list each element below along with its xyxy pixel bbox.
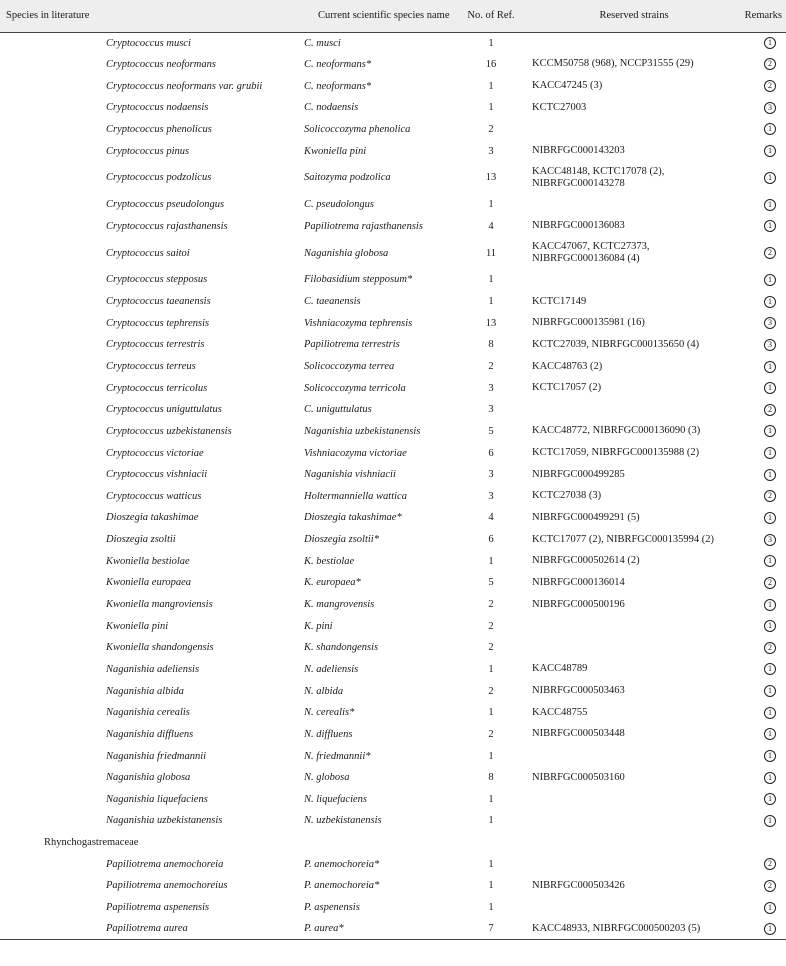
remark-cell <box>742 507 786 529</box>
current-species-name-cell: Dioszegia zsoltii* <box>304 534 379 546</box>
current-species-name-cell: C. neoformans* <box>304 80 372 92</box>
reserved-strains-cell: NIBRFGC000143203 <box>532 145 625 157</box>
current-species-name-cell: N. albida <box>304 685 344 697</box>
header-current-name: Current scientific species name <box>300 0 462 32</box>
remark-cell <box>742 97 786 119</box>
reference-count-cell: 6 <box>488 534 494 546</box>
header-no-of-ref: No. of Ref. <box>462 0 526 32</box>
current-species-name-cell: N. diffluens <box>304 728 353 740</box>
species-in-literature-cell: Cryptococcus podzolicus <box>106 172 212 184</box>
reserved-strains-cell <box>526 897 742 919</box>
species-in-literature-cell: Kwoniella bestiolae <box>106 555 190 567</box>
remark-cell <box>742 637 786 659</box>
table-row <box>0 97 786 119</box>
reference-count-cell: 2 <box>488 728 494 740</box>
reference-count-cell: 13 <box>485 317 497 329</box>
table-row <box>0 550 786 572</box>
reference-count-cell: 7 <box>462 918 526 940</box>
remark-circled-number: 1 <box>764 296 776 308</box>
remark-cell <box>742 897 786 919</box>
remark-circled-number: 1 <box>764 685 776 697</box>
remark-circled-number: 1 <box>764 555 776 567</box>
remark-circled-number: 2 <box>764 858 776 870</box>
reserved-strains-cell: KCTC27038 (3) <box>532 490 602 502</box>
reserved-strains-cell: KACC47245 (3) <box>532 80 603 92</box>
reference-count-cell: 3 <box>488 490 494 502</box>
species-in-literature-cell: Naganishia albida <box>106 685 184 697</box>
species-in-literature-cell: Cryptococcus neoformans <box>106 58 216 70</box>
remark-cell <box>742 659 786 681</box>
table-row <box>0 334 786 356</box>
remark-cell <box>742 680 786 702</box>
reserved-strains-cell: NIBRFGC000503426 <box>532 879 625 891</box>
remark-cell <box>742 442 786 464</box>
remark-circled-number: 1 <box>764 199 776 211</box>
table-row <box>0 918 786 940</box>
remark-cell <box>742 486 786 508</box>
reserved-strains-cell: NIBRFGC000499285 <box>532 468 625 480</box>
reserved-strains-cell: KACC48148, KCTC17078 (2), NIBRFGC000143278 <box>532 165 665 189</box>
species-in-literature-cell: Naganishia diffluens <box>106 728 194 740</box>
species-in-literature-cell: Kwoniella mangroviensis <box>106 599 213 611</box>
current-species-name-cell: C. taeanensis <box>304 296 361 308</box>
remark-circled-number: 1 <box>764 382 776 394</box>
current-species-name-cell: Dioszegia takashimae* <box>304 512 402 524</box>
species-in-literature-cell: Cryptococcus saitoi <box>106 247 190 259</box>
species-in-literature-cell: Cryptococcus uniguttulatus <box>106 404 222 416</box>
reference-count-cell: 1 <box>488 858 494 870</box>
reserved-strains-cell: KACC48763 (2) <box>532 360 603 372</box>
reference-count-cell: 1 <box>488 102 494 114</box>
species-in-literature-cell: Naganishia friedmannii <box>106 750 207 762</box>
remark-circled-number: 2 <box>764 404 776 416</box>
reference-count-cell: 1 <box>488 815 494 827</box>
remark-cell <box>742 464 786 486</box>
reserved-strains-cell: NIBRFGC000503160 <box>532 771 625 783</box>
species-in-literature-cell: Naganishia cerealis <box>106 707 190 719</box>
remark-cell <box>742 215 786 237</box>
remark-circled-number: 1 <box>764 469 776 481</box>
current-species-name-cell: N. liquefaciens <box>304 793 367 805</box>
remark-cell <box>742 356 786 378</box>
reference-count-cell: 1 <box>488 296 494 308</box>
remark-circled-number: 1 <box>764 902 776 914</box>
current-species-name-cell: Solicoccozyma terrea <box>304 361 395 372</box>
remark-circled-number: 1 <box>764 750 776 762</box>
family-name: Rhynchogastremaceae <box>44 837 139 849</box>
table-row <box>0 702 786 724</box>
current-species-name-cell: K. shandongensis <box>304 642 379 654</box>
header-row <box>0 0 786 32</box>
table-row <box>0 269 786 291</box>
remark-cell <box>742 119 786 141</box>
reserved-strains-cell: NIBRFGC000135981 (16) <box>532 317 645 329</box>
reserved-strains-cell <box>526 32 742 54</box>
table-row <box>0 572 786 594</box>
current-species-name-cell: Papiliotrema terrestris <box>304 339 400 351</box>
reserved-strains-cell <box>526 399 742 421</box>
current-species-name-cell: K. pini <box>304 620 333 632</box>
reserved-strains-cell <box>526 810 742 832</box>
current-species-name-cell: K. europaea* <box>304 577 361 589</box>
remark-circled-number: 2 <box>764 490 776 502</box>
current-species-name-cell: P. anemochoreia* <box>304 880 380 892</box>
table-row <box>0 421 786 443</box>
reference-count-cell: 3 <box>488 382 494 394</box>
current-species-name-cell: Saitozyma podzolica <box>304 172 391 184</box>
current-species-name-cell: C. nodaensis <box>304 102 359 114</box>
species-in-literature-cell: Cryptococcus vishniacii <box>106 469 208 481</box>
current-species-name-cell: Naganishia globosa <box>304 247 389 259</box>
current-species-name-cell: N. friedmannii* <box>304 750 371 762</box>
reference-count-cell: 5 <box>488 425 494 437</box>
reserved-strains-cell <box>526 853 742 875</box>
species-in-literature-cell: Cryptococcus musci <box>106 37 191 49</box>
reserved-strains-cell <box>526 194 742 216</box>
table-row <box>0 659 786 681</box>
reference-count-cell: 2 <box>488 685 494 697</box>
table-row <box>0 875 786 897</box>
remark-circled-number: 1 <box>764 425 776 437</box>
current-species-name-cell: C. musci <box>304 37 341 49</box>
current-species-name-cell: Naganishia vishniacii <box>304 469 396 481</box>
remark-circled-number: 1 <box>764 923 776 935</box>
table-row <box>0 724 786 746</box>
reserved-strains-cell: KACC48755 <box>532 706 588 718</box>
species-in-literature-cell: Cryptococcus phenolicus <box>106 123 212 135</box>
reference-count-cell: 3 <box>488 145 494 157</box>
table-row <box>0 54 786 76</box>
species-in-literature-cell: Cryptococcus uzbekistanensis <box>106 425 232 437</box>
remark-circled-number: 1 <box>764 37 776 49</box>
table-row <box>0 680 786 702</box>
reference-count-cell: 1 <box>488 793 494 805</box>
table-row <box>0 594 786 616</box>
reference-count-cell: 1 <box>488 274 494 286</box>
species-in-literature-cell: Papiliotrema anemochoreius <box>106 880 228 892</box>
current-species-name-cell: P. anemochoreia* <box>304 858 380 870</box>
remark-circled-number: 2 <box>764 577 776 589</box>
remark-circled-number: 1 <box>764 772 776 784</box>
table-row <box>0 615 786 637</box>
table-row <box>0 32 786 54</box>
remark-cell <box>742 312 786 334</box>
remark-cell <box>742 724 786 746</box>
species-in-literature-cell: Cryptococcus victoriae <box>106 447 204 459</box>
current-species-name-cell: C. uniguttulatus <box>304 404 372 416</box>
remark-circled-number: 2 <box>764 642 776 654</box>
reference-count-cell: 8 <box>488 339 494 351</box>
species-in-literature-cell: Papiliotrema aspenensis <box>106 902 210 914</box>
remark-cell <box>742 75 786 97</box>
table-row <box>0 810 786 832</box>
remark-cell <box>742 550 786 572</box>
species-in-literature-cell: Cryptococcus tephrensis <box>106 317 210 329</box>
remark-circled-number: 3 <box>764 102 776 114</box>
species-in-literature-cell: Naganishia uzbekistanensis <box>106 815 223 827</box>
remark-circled-number: 1 <box>764 172 776 184</box>
remark-circled-number: 1 <box>764 815 776 827</box>
current-species-name-cell: Solicoccozyma phenolica <box>304 123 411 135</box>
reference-count-cell: 2 <box>488 620 494 632</box>
reference-count-cell: 16 <box>485 58 497 70</box>
current-species-name-cell: N. globosa <box>304 772 350 784</box>
remark-circled-number: 1 <box>764 447 776 459</box>
reference-count-cell: 6 <box>488 447 494 459</box>
reference-count-cell: 5 <box>488 577 494 589</box>
remark-circled-number: 1 <box>764 220 776 232</box>
reserved-strains-cell: KCCM50758 (968), NCCP31555 (29) <box>532 58 694 70</box>
reference-count-cell: 4 <box>488 512 494 524</box>
current-species-name-cell: N. adeliensis <box>304 663 359 675</box>
reference-count-cell: 11 <box>485 247 497 259</box>
remark-cell <box>742 162 786 194</box>
reserved-strains-cell <box>526 637 742 659</box>
table-row <box>0 399 786 421</box>
reserved-strains-cell: NIBRFGC000136014 <box>532 576 625 588</box>
current-species-name-cell: Vishniacozyma victoriae <box>304 447 407 459</box>
species-in-literature-cell: Dioszegia takashimae <box>106 512 199 524</box>
reserved-strains-cell: NIBRFGC000503448 <box>532 728 625 740</box>
remark-circled-number: 1 <box>764 361 776 373</box>
table-row <box>0 237 786 269</box>
species-in-literature-cell: Naganishia adeliensis <box>106 663 200 675</box>
current-species-name-cell: C. pseudolongus <box>304 199 375 211</box>
current-species-name-cell: Holtermanniella wattica <box>304 490 407 502</box>
current-species-name-cell: Kwoniella pini <box>304 145 367 157</box>
species-in-literature-cell: Cryptococcus neoformans var. grubii <box>106 80 263 92</box>
reserved-strains-cell: KACC48933, NIBRFGC000500203 (5) <box>526 918 742 940</box>
reference-count-cell: 1 <box>488 80 494 92</box>
reference-count-cell: 2 <box>488 599 494 611</box>
current-species-name-cell: Solicoccozyma terricola <box>304 382 406 394</box>
reserved-strains-cell: NIBRFGC000499291 (5) <box>532 511 640 523</box>
species-in-literature-cell: Dioszegia zsoltii <box>106 534 176 546</box>
table-row <box>0 194 786 216</box>
current-species-name-cell: K. bestiolae <box>304 555 355 567</box>
reference-count-cell: 13 <box>485 172 497 184</box>
remark-circled-number: 1 <box>764 123 776 135</box>
table-row <box>0 464 786 486</box>
species-in-literature-cell: Cryptococcus watticus <box>106 490 202 502</box>
remark-circled-number: 1 <box>764 728 776 740</box>
species-in-literature-cell: Cryptococcus pinus <box>106 145 190 157</box>
remark-cell <box>742 789 786 811</box>
reserved-strains-cell <box>526 119 742 141</box>
remark-circled-number: 3 <box>764 534 776 546</box>
reserved-strains-cell: KACC48772, NIBRFGC000136090 (3) <box>532 425 701 437</box>
reference-count-cell: 1 <box>488 555 494 567</box>
remark-cell <box>742 875 786 897</box>
remark-circled-number: 1 <box>764 707 776 719</box>
table-row <box>0 162 786 194</box>
current-species-name-cell: K. mangrovensis <box>304 599 375 611</box>
current-species-name-cell: N. cerealis* <box>304 707 355 719</box>
remark-circled-number: 1 <box>764 145 776 157</box>
remark-cell <box>742 269 786 291</box>
species-in-literature-cell: Cryptococcus terrestris <box>106 339 205 351</box>
remark-cell <box>742 194 786 216</box>
reserved-strains-cell: KCTC17059, NIBRFGC000135988 (2) <box>532 447 700 459</box>
reference-count-cell: 4 <box>488 220 494 232</box>
table-row <box>0 75 786 97</box>
remark-cell <box>742 54 786 76</box>
reference-count-cell: 1 <box>488 663 494 675</box>
reserved-strains-cell: KCTC17077 (2), NIBRFGC000135994 (2) <box>532 533 715 545</box>
reserved-strains-cell: KCTC17149 <box>532 295 587 307</box>
species-in-literature-cell: Cryptococcus taeanensis <box>106 296 211 308</box>
reserved-strains-cell: NIBRFGC000503463 <box>532 685 625 697</box>
table-row <box>0 789 786 811</box>
table-row <box>0 486 786 508</box>
reference-count-cell: 1 <box>488 199 494 211</box>
species-in-literature-cell: Kwoniella shandongensis <box>106 642 214 654</box>
remark-cell <box>742 853 786 875</box>
family-row <box>0 832 786 854</box>
table-row <box>0 377 786 399</box>
table-row <box>0 897 786 919</box>
species-in-literature-cell: Kwoniella europaea <box>106 577 192 589</box>
reference-count-cell: 1 <box>488 880 494 892</box>
remark-cell <box>742 421 786 443</box>
remark-cell <box>742 745 786 767</box>
reference-count-cell: 1 <box>488 902 494 914</box>
remark-circled-number: 1 <box>764 663 776 675</box>
remark-circled-number: 1 <box>764 512 776 524</box>
remark-cell <box>742 32 786 54</box>
remark-cell <box>742 399 786 421</box>
species-in-literature-cell: Naganishia liquefaciens <box>106 793 208 805</box>
reserved-strains-cell: KACC48789 <box>532 663 588 675</box>
reference-count-cell: 1 <box>488 37 494 49</box>
table-row <box>0 507 786 529</box>
species-in-literature-cell: Kwoniella pini <box>106 620 169 632</box>
reserved-strains-cell: NIBRFGC000500196 <box>532 598 625 610</box>
remark-cell <box>742 140 786 162</box>
species-in-literature-cell: Cryptococcus rajasthanensis <box>106 220 228 232</box>
species-in-literature-cell: Papiliotrema aurea <box>0 918 300 940</box>
reserved-strains-cell <box>526 789 742 811</box>
table-row <box>0 312 786 334</box>
remark-circled-number: 2 <box>764 880 776 892</box>
reserved-strains-cell <box>526 745 742 767</box>
species-in-literature-cell: Papiliotrema anemochoreia <box>106 858 224 870</box>
current-species-name-cell: Papiliotrema rajasthanensis <box>304 220 423 232</box>
current-species-name-cell: Vishniacozyma tephrensis <box>304 317 413 329</box>
table-row <box>0 767 786 789</box>
remark-circled-number: 1 <box>764 599 776 611</box>
remark-cell <box>742 810 786 832</box>
remark-cell <box>742 767 786 789</box>
remark-cell <box>742 594 786 616</box>
remark-circled-number: 2 <box>764 58 776 70</box>
current-species-name-cell: Naganishia uzbekistanensis <box>304 425 421 437</box>
reserved-strains-cell: NIBRFGC000502614 (2) <box>532 555 640 567</box>
reserved-strains-cell: KACC47067, KCTC27373, NIBRFGC000136084 (4) <box>532 241 650 265</box>
remark-circled-number: 3 <box>764 339 776 351</box>
remark-circled-number: 2 <box>764 80 776 92</box>
header-remarks: Remarks <box>742 0 786 32</box>
remark-cell <box>742 615 786 637</box>
reference-count-cell: 2 <box>488 361 494 372</box>
table-row <box>0 637 786 659</box>
reserved-strains-cell: KCTC27039, NIBRFGC000135650 (4) <box>532 338 700 350</box>
species-in-literature-cell: Cryptococcus pseudolongus <box>106 199 225 211</box>
table-row <box>0 291 786 313</box>
remark-cell <box>742 237 786 269</box>
remark-cell <box>742 291 786 313</box>
species-in-literature-cell: Naganishia globosa <box>106 772 191 784</box>
species-in-literature-cell: Cryptococcus terreus <box>106 361 196 372</box>
header-reserved-strains: Reserved strains <box>526 0 742 32</box>
reference-count-cell: 8 <box>488 772 494 784</box>
reserved-strains-cell: KCTC27003 <box>532 101 587 113</box>
header-species-in-literature: Species in literature <box>0 0 300 32</box>
reference-count-cell: 2 <box>488 642 494 654</box>
current-species-name-cell: Filobasidium stepposum* <box>304 274 413 286</box>
species-in-literature-cell: Cryptococcus stepposus <box>106 274 208 286</box>
reference-count-cell: 2 <box>488 123 494 135</box>
current-species-name-cell: P. aspenensis <box>304 902 360 914</box>
reference-count-cell: 3 <box>488 469 494 481</box>
remark-circled-number: 3 <box>764 317 776 329</box>
table-row <box>0 140 786 162</box>
current-species-name-cell: C. neoformans* <box>304 58 372 70</box>
table-row <box>0 529 786 551</box>
reference-count-cell: 3 <box>488 404 494 416</box>
reserved-strains-cell <box>526 615 742 637</box>
remark-circled-number: 2 <box>764 247 776 259</box>
remark-cell <box>742 529 786 551</box>
table-header <box>0 0 786 32</box>
remark-circled-number: 1 <box>764 620 776 632</box>
species-in-literature-cell: Cryptococcus terricolus <box>106 382 208 394</box>
reserved-strains-cell: NIBRFGC000136083 <box>532 220 625 232</box>
species-in-literature-cell: Cryptococcus nodaensis <box>106 102 209 114</box>
remark-circled-number: 1 <box>764 793 776 805</box>
remark-cell <box>742 377 786 399</box>
remark-cell <box>742 334 786 356</box>
table-row <box>0 119 786 141</box>
table-row <box>0 745 786 767</box>
remark-cell <box>742 918 786 940</box>
reserved-strains-cell <box>526 269 742 291</box>
reference-count-cell: 1 <box>488 707 494 719</box>
remark-circled-number: 1 <box>764 274 776 286</box>
table-row <box>0 215 786 237</box>
table-row <box>0 442 786 464</box>
remark-cell <box>742 572 786 594</box>
reference-count-cell: 1 <box>488 750 494 762</box>
reserved-strains-cell: KCTC17057 (2) <box>532 382 602 394</box>
remark-cell <box>742 702 786 724</box>
current-species-name-cell: N. uzbekistanensis <box>304 815 382 827</box>
table-row <box>0 853 786 875</box>
current-species-name-cell: P. aurea* <box>300 918 462 940</box>
table-body <box>0 32 786 940</box>
table-row <box>0 356 786 378</box>
